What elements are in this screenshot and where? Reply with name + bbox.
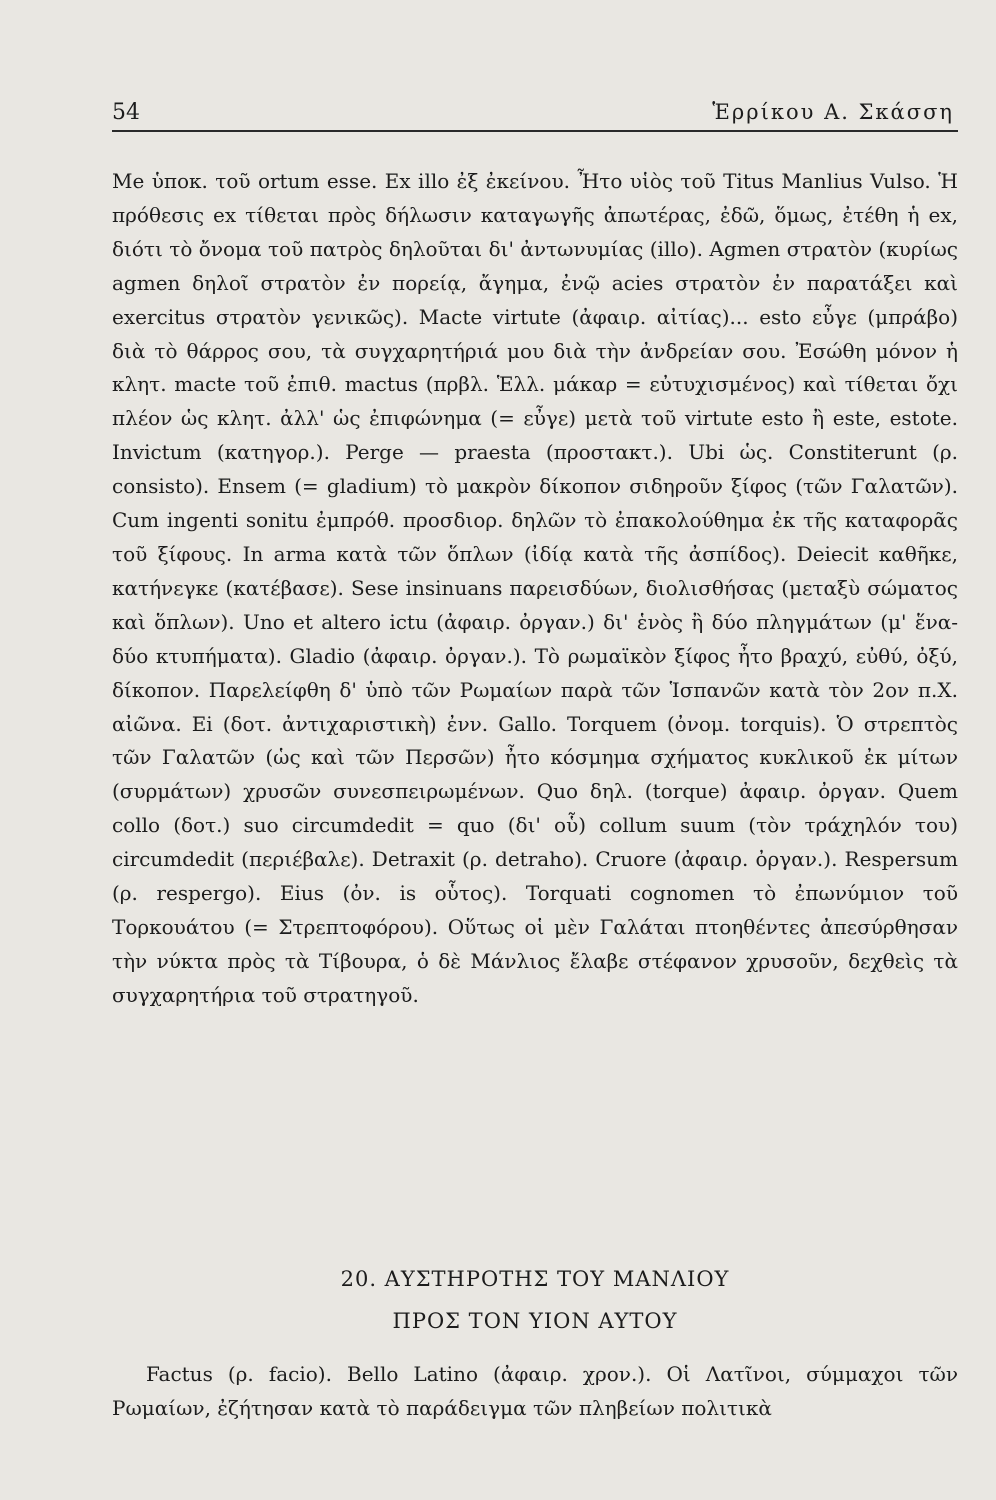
running-head: Ἑρρίκου Α. Σκάσση xyxy=(712,100,954,124)
section-title-line-1: 20. ΑΥΣΤΗΡΟΤΗΣ ΤΟΥ ΜΑΝΛΙΟΥ xyxy=(340,1267,730,1291)
page-number: 54 xyxy=(112,100,140,125)
commentary-text xyxy=(112,165,958,1013)
section-heading xyxy=(112,1258,958,1342)
commentary-paragraph: Me ὑποκ. τοῦ ortum esse. Ex illo ἐξ ἐκείνου. Ἦτο υἱὸς τοῦ Titus Manlius Vulso. Ἡ πρόθεσις ex τίθεται πρὸς δήλωσιν καταγωγῆς ἀπωτέρας, ἐδῶ, ὅμως, ἐτέθη ἡ ex, διότι τὸ ὄνομα τοῦ πατρὸς δηλοῦται δι' ἀντωνυμίας (illo). Agmen στρατὸν (κυρίως agmen δηλοῖ στρατὸν ἐν πορείᾳ, ἄγημα, ἐνῷ acies στρατὸν ἐν παρατάξει καὶ exercitus στρατὸν γενικῶς). Macte virtute (ἀφαιρ. αἰτίας)... esto εὖγε (μπράβο) διὰ τὸ θάρρος σου, τὰ συγχαρητήριά μου διὰ τὴν ἀνδρείαν σου. Ἐσώθη μόνον ἡ κλητ. macte τοῦ ἐπιθ. mactus (πρβλ. Ἑλλ. μάκαρ = εὐτυχισμένος) καὶ τίθεται ὄχι πλέον ὡς κλητ. ἀλλ' ὡς ἐπιφώνημα (= εὖγε) μετὰ τοῦ virtute esto ἢ este, estote. Invictum (κατηγορ.). Perge — praesta (προστακτ.). Ubi ὡς. Constiterunt (ρ. consisto). Ensem (= gladium) τὸ μακρὸν δίκοπον σιδηροῦν ξίφος (τῶν Γαλατῶν). Cum ingenti sonitu ἐμπρόθ. προσδιορ. δηλῶν τὸ ἐπακολούθημα ἐκ τῆς καταφορᾶς τοῦ ξίφους. In arma κατὰ τῶν ὅπλων (ἰδίᾳ κατὰ τῆς ἀσπίδος). Deiecit καθῆκε, κατήνεγκε (κατέβασε). Sese insinuans παρεισδύων, διολισθήσας (μεταξὺ σώματος καὶ ὅπλων). Uno et altero ictu (ἀφαιρ. ὀργαν.) δι' ἑνὸς ἢ δύο πληγμάτων (μ' ἕνα-δύο κτυπήματα). Gladio (ἀφαιρ. ὀργαν.). Τὸ ρωμαϊκὸν ξίφος ἦτο βραχύ, εὐθύ, ὀξύ, δίκοπον. Παρελείφθη δ' ὑπὸ τῶν Ρωμαίων παρὰ τῶν Ἱσπανῶν κατὰ τὸν 2ον π.Χ. αἰῶνα. Ei (δοτ. ἀντιχαριστικὴ) ἐνν. Gallo. Torquem (ὀνομ. torquis). Ὁ στρεπτὸς τῶν Γαλατῶν (ὡς καὶ τῶν Περσῶν) ἦτο κόσμημα σχήματος κυκλικοῦ ἐκ μίτων (συρμάτων) χρυσῶν συνεσπειρωμένων. Quo δηλ. (torque) ἀφαιρ. ὀργαν. Quem collo (δοτ.) suo circumdedit = quo (δι' οὗ) collum suum (τὸν τράχηλόν του) circumdedit (περιέβαλε). Detraxit (ρ. detraho). Cruore (ἀφαιρ. ὀργαν.). Respersum (ρ. respergo). Eius (ὀν. is οὗτος). Torquati cognomen τὸ ἐπωνύμιον τοῦ Τορκουάτου (= Στρεπτοφόρου). Οὕτως οἱ μὲν Γαλάται πτοηθέντες ἀπεσύρθησαν τὴν νύκτα πρὸς τὰ Τίβουρα, ὁ δὲ Μάνλιος ἔλαβε στέφανον χρυσοῦν, δεχθεὶς τὰ συγχαρητήρια τοῦ στρατηγοῦ. xyxy=(112,169,958,1007)
section-paragraph: Factus (ρ. facio). Bello Latino (ἀφαιρ. χρον.). Οἱ Λατῖνοι, σύμμαχοι τῶν Ρωμαίων, ἐζήτησαν κατὰ τὸ παράδειγμα τῶν πληβείων πολιτικὰ xyxy=(112,1362,959,1420)
page-header xyxy=(112,98,958,132)
section-text xyxy=(112,1357,958,1425)
section-title-line-2: ΠΡΟΣ ΤΟΝ ΥΙΟΝ ΑΥΤΟΥ xyxy=(392,1309,678,1333)
